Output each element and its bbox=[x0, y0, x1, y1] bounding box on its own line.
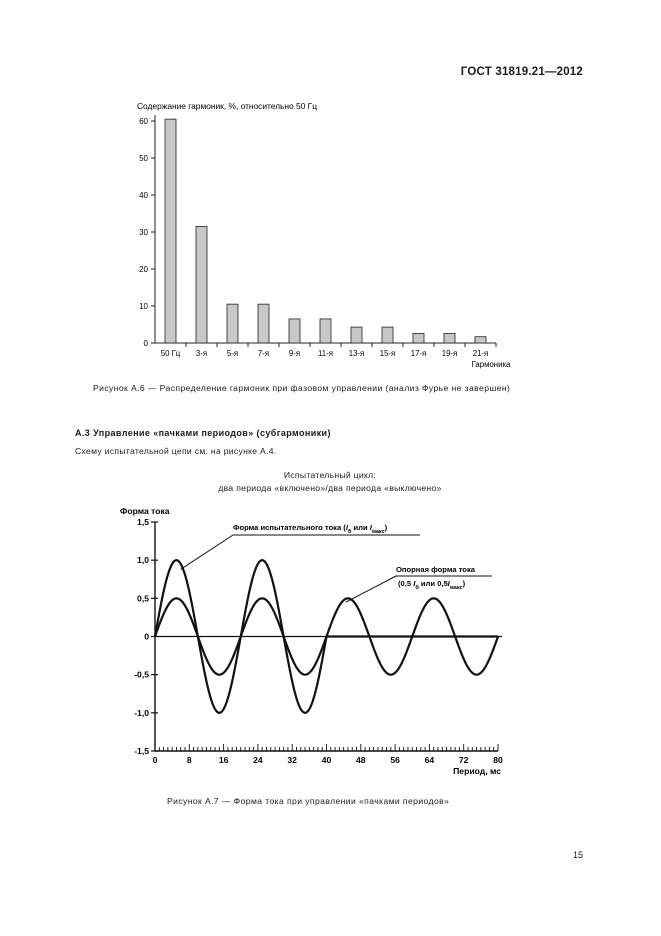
harmonics-bar-chart bbox=[0, 90, 661, 375]
x-axis-label: Период, мс bbox=[453, 766, 501, 776]
bar bbox=[289, 319, 300, 343]
test-cycle-line1: Испытательный цикл: bbox=[283, 470, 377, 480]
y-tick-label: 0,5 bbox=[137, 593, 149, 604]
y-tick-label: 30 bbox=[139, 228, 148, 237]
x-tick-label: 16 bbox=[218, 755, 229, 765]
test-current-label-part: или bbox=[351, 523, 370, 532]
page-number: 15 bbox=[573, 850, 584, 860]
bar bbox=[475, 337, 486, 343]
x-tick-label: 19-я bbox=[441, 349, 458, 358]
x-tick-label: 0 bbox=[152, 755, 158, 765]
y-tick-label: 50 bbox=[139, 154, 148, 163]
reference-current-label-part: I bbox=[447, 579, 450, 588]
y-tick-label: 10 bbox=[139, 302, 148, 311]
x-tick-label: 48 bbox=[356, 755, 366, 765]
x-axis-label: Гармоника bbox=[471, 360, 511, 369]
x-tick-label: 9-я bbox=[288, 349, 301, 358]
bar bbox=[258, 304, 269, 343]
section-paragraph: Схему испытательной цепи см. на рисунке А.4. bbox=[75, 446, 277, 456]
x-tick-label: 8 bbox=[186, 755, 192, 765]
x-tick-label: 32 bbox=[287, 755, 297, 765]
x-tick-label: 50 Гц bbox=[160, 349, 181, 358]
y-tick-label: -0,5 bbox=[134, 669, 149, 680]
y-tick-label: 0 bbox=[144, 631, 149, 642]
x-tick-label: 40 bbox=[321, 755, 332, 765]
bar bbox=[320, 319, 331, 343]
reference-current-label-part: или 0,5 bbox=[418, 579, 448, 588]
chart-title: Содержание гармоник, %, относительно 50 Гц bbox=[137, 101, 318, 111]
bar bbox=[444, 333, 455, 343]
reference-current-label-part: (0,5 bbox=[398, 579, 414, 588]
bar bbox=[227, 304, 238, 343]
y-tick-label: 40 bbox=[139, 191, 148, 200]
y-tick-label: -1,5 bbox=[134, 746, 149, 756]
reference-current-label-part: макс bbox=[449, 585, 463, 591]
bar bbox=[165, 119, 176, 343]
test-current-label-part: макс bbox=[371, 529, 385, 535]
y-tick-label: 60 bbox=[139, 117, 148, 126]
document-id: ГОСТ 31819.21—2012 bbox=[460, 66, 583, 78]
test-current-label-part: I bbox=[369, 523, 372, 532]
x-tick-label: 24 bbox=[253, 755, 263, 765]
test-cycle-line2: два периода «включено»/два периода «выключено» bbox=[218, 483, 442, 493]
x-tick-label: 72 bbox=[458, 755, 469, 765]
bar bbox=[382, 327, 393, 343]
test-cycle-label bbox=[180, 469, 480, 495]
test-current-leader bbox=[181, 535, 233, 569]
reference-current-leader bbox=[346, 576, 396, 602]
x-tick-label: 64 bbox=[424, 755, 435, 765]
y-tick-label: 20 bbox=[139, 265, 148, 274]
x-tick-label: 21-я bbox=[472, 349, 489, 358]
bar bbox=[196, 226, 207, 343]
test-current-label-part: Форма испытательного тока ( bbox=[233, 523, 346, 532]
test-current-label bbox=[233, 523, 388, 535]
reference-current-label-line2 bbox=[398, 579, 466, 591]
test-current-label-part: ) bbox=[384, 523, 388, 532]
y-axis-title: Форма тока bbox=[120, 506, 170, 516]
reference-current-label-part: ) bbox=[462, 579, 466, 588]
x-tick-label: 80 bbox=[493, 755, 503, 765]
x-tick-label: 7-я bbox=[257, 349, 270, 358]
y-tick-label: 1,0 bbox=[137, 555, 149, 566]
reference-current-label-line1: Опорная форма тока bbox=[396, 565, 475, 574]
x-tick-label: 17-я bbox=[410, 349, 427, 358]
test-current-label-part: I bbox=[345, 523, 348, 532]
x-tick-label: 15-я bbox=[379, 349, 396, 358]
y-tick-label: -1,0 bbox=[134, 707, 149, 718]
x-tick-label: 56 bbox=[390, 755, 400, 765]
bar bbox=[351, 327, 362, 343]
current-waveform-chart bbox=[0, 500, 661, 785]
bar bbox=[413, 333, 424, 343]
y-tick-label: 0 bbox=[143, 339, 148, 348]
test-current-label-part: б bbox=[347, 529, 352, 535]
figure-a7-caption: Рисунок А.7 — Форма тока при управлении «пачками периодов» bbox=[167, 796, 450, 806]
x-tick-label: 3-я bbox=[195, 349, 208, 358]
figure-a6-caption: Рисунок А.6 — Распределение гармоник при фазовом управлении (анализ Фурье не завершен) bbox=[93, 383, 511, 393]
reference-current-label-part: б bbox=[415, 585, 419, 591]
section-title: А.3 Управление «пачками периодов» (субгармоники) bbox=[75, 428, 331, 438]
x-tick-label: 13-я bbox=[348, 349, 365, 358]
x-tick-label: 11-я bbox=[318, 349, 333, 358]
x-tick-label: 5-я bbox=[226, 349, 239, 358]
reference-current-label-part: I bbox=[413, 579, 416, 588]
y-tick-label: 1,5 bbox=[137, 517, 149, 527]
